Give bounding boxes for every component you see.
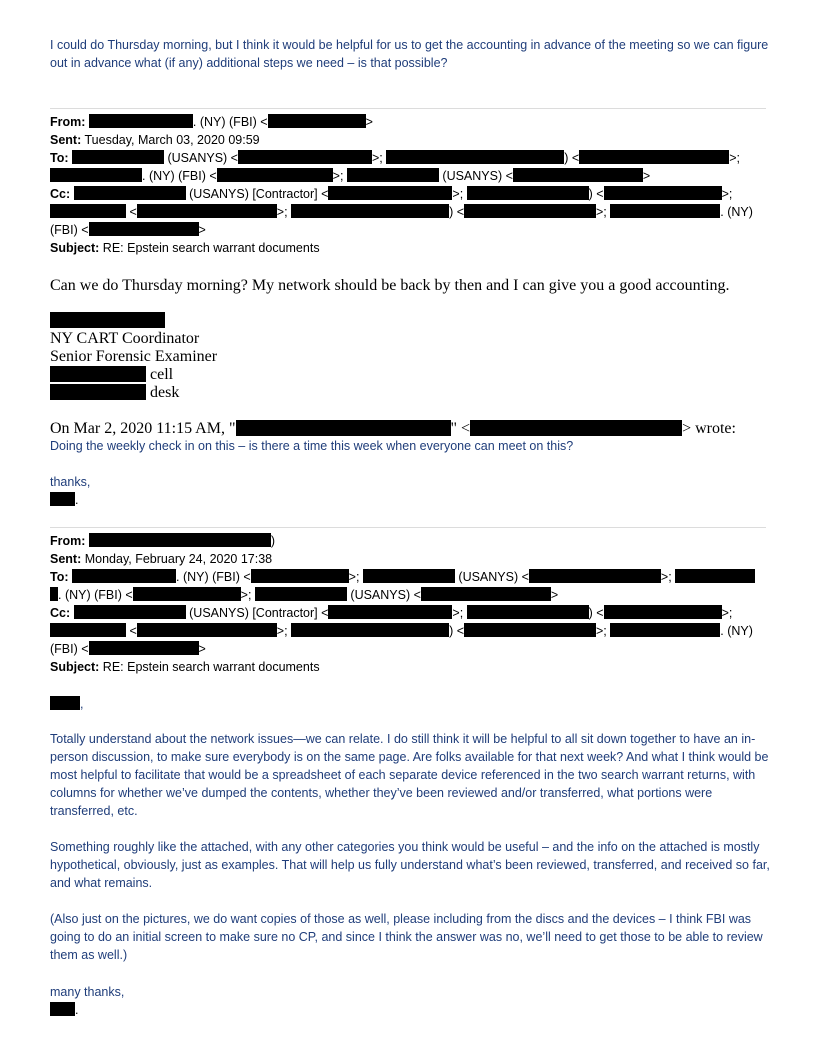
email-header-2 [50,532,766,676]
subject-line: Subject: RE: Epstein search warrant documents [50,660,320,674]
thanks: thanks, [50,475,91,489]
cc-line-cont: < >; ) < >; . (NY) [50,203,766,221]
redaction [363,569,455,583]
divider [50,527,766,528]
reply-body: Can we do Thursday morning? My network should be back by then and I can give you a good accounting. [50,277,730,294]
redaction [347,168,439,182]
redaction [50,587,58,601]
redaction [89,222,199,236]
redaction [50,696,80,710]
redaction [89,533,271,547]
redaction [268,114,366,128]
redaction [513,168,643,182]
quote-line: On Mar 2, 2020 11:15 AM, " " < > wrote: [50,420,736,437]
redaction [328,186,452,200]
redaction [74,605,186,619]
redaction [217,168,333,182]
signature-role: Senior Forensic Examiner [50,348,218,365]
to-line-cont: . (NY) (FBI) < >; (USANYS) < > [50,586,766,604]
redaction [238,150,372,164]
redaction [610,623,720,637]
redaction [467,186,589,200]
redaction [579,150,729,164]
redaction [251,569,349,583]
signoff: . [50,1001,78,1019]
redaction [89,641,199,655]
redaction [291,623,449,637]
cc-line-cont: (FBI) < > [50,642,206,656]
redaction [89,114,193,128]
redaction [386,150,564,164]
to-line: To: . (NY) (FBI) < >; (USANYS) < >; [50,568,766,586]
to-line: To: (USANYS) < >; ) < >; [50,151,740,165]
redaction [236,420,451,436]
divider [50,108,766,109]
redaction [74,186,186,200]
email-header-1 [50,113,766,257]
redaction [137,204,277,218]
redaction [50,1002,75,1016]
sent-line: Sent: Monday, February 24, 2020 17:38 [50,552,273,566]
redaction [50,492,75,506]
closing: many thanks, [50,985,125,999]
redaction [529,569,661,583]
cc-line-cont: < >; ) < >; . (NY) [50,622,766,640]
redaction [133,587,241,601]
redaction [464,204,596,218]
weekly-check: Doing the weekly check in on this – is there a time this week when everyone can meet on this? [50,439,574,453]
intro-message: I could do Thursday morning, but I think it would be helpful for us to get the accounting in advance of the meeting so we can figure out in advance what (if any) additional steps we need – is that possible? [50,38,769,70]
salutation: , [50,695,83,713]
redaction [291,204,449,218]
redaction [421,587,551,601]
redaction [50,623,126,637]
signature-title: NY CART Coordinator [50,330,200,347]
redaction [470,420,682,436]
sent-line: Sent: Tuesday, March 03, 2020 09:59 [50,133,260,147]
redaction [50,366,146,382]
redaction [50,312,165,328]
redaction [604,186,722,200]
redaction [328,605,452,619]
redaction [675,569,755,583]
body-paragraph-1: Totally understand about the network issues—we can relate. I do still think it will be helpful to all sit down together to have an in-person discussion, to make sure everybody is on the same page. Are folks available for that next week? And what I think would be most helpful to facilitate that would be a spreadsheet of each separate device referenced in the two search warrant returns, with columns for whether we’ve dumped the contents, whether they’ve been reviewed and/or transferred, what portions were transferred, etc. [50,732,769,818]
subject-line: Subject: RE: Epstein search warrant documents [50,241,320,255]
redaction [50,384,146,400]
redaction [50,168,142,182]
redaction [610,204,720,218]
signature-block: NY CART Coordinator Senior Forensic Examiner cell desk [50,312,217,402]
from-line: From: ) [50,534,276,548]
cc-line: Cc: (USANYS) [Contractor] < >; ) < >; [50,187,733,201]
to-line-cont: . (NY) (FBI) < >; (USANYS) < > [50,167,766,185]
cc-line: Cc: (USANYS) [Contractor] < >; ) < >; [50,606,733,620]
redaction [72,569,176,583]
redaction [255,587,347,601]
redaction [467,605,589,619]
redaction [137,623,277,637]
body-paragraph-3: (Also just on the pictures, we do want copies of those as well, please including from the discs and the devices – I think FBI was going to do an initial screen to make sure no CP, and since I think the answer was no, we’ll need to get those to be able to review them as well.) [50,912,763,962]
redaction [72,150,164,164]
cc-line-cont: (FBI) < > [50,223,206,237]
redaction [604,605,722,619]
signoff: . [50,491,78,509]
body-paragraph-2: Something roughly like the attached, with any other categories you think would be useful – and the info on the attached is mostly hypothetical, obviously, just as examples. That will help us fully understand what’s been reviewed, transferred, and received so far, and what remains. [50,840,770,890]
from-line: From: . (NY) (FBI) < > [50,115,373,129]
redaction [464,623,596,637]
redaction [50,204,126,218]
